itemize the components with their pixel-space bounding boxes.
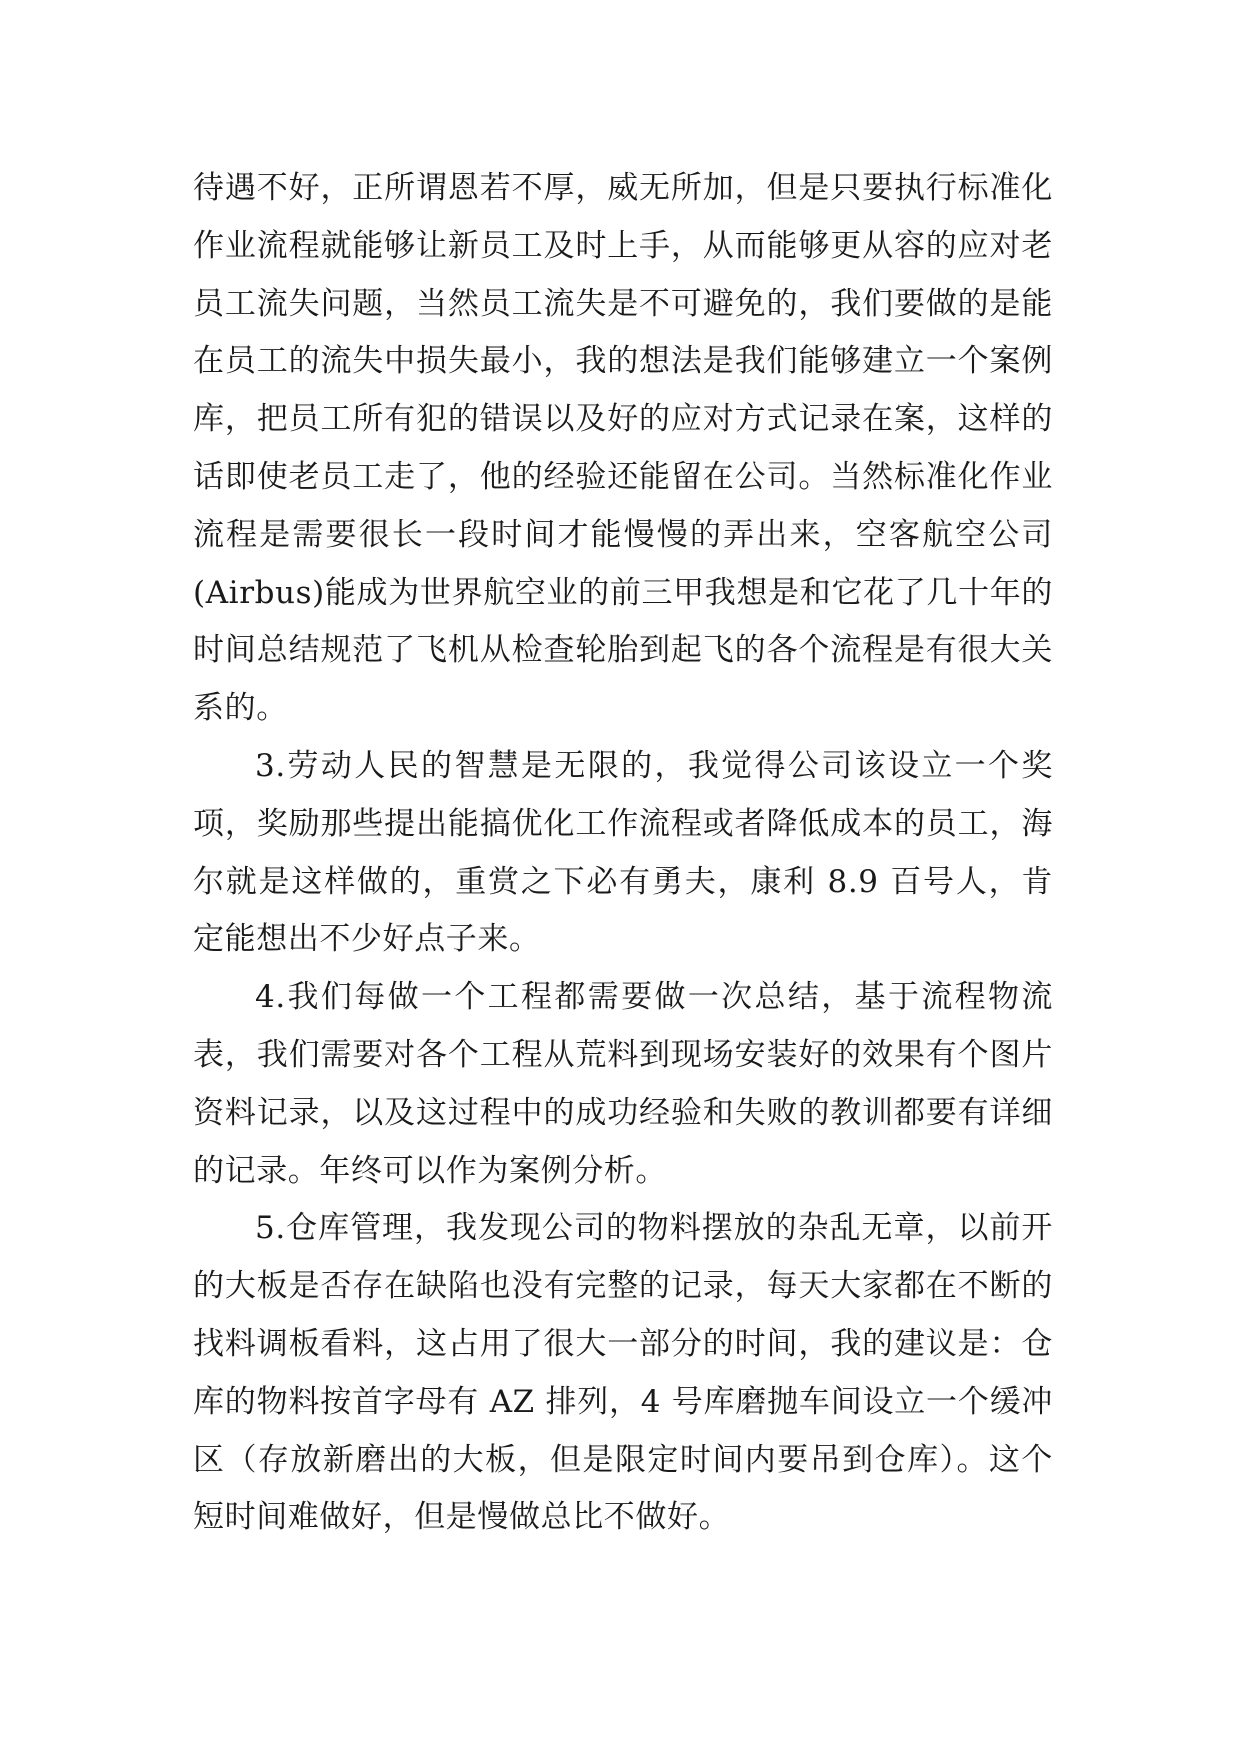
- paragraph-item-3: 3.劳动人民的智慧是无限的，我觉得公司该设立一个奖项，奖励那些提出能搞优化工作流程或者降低成本的员工，海尔就是这样做的，重赏之下必有勇夫，康利 8.9 百号人，肯定能想出不少好点子来。: [193, 747, 1053, 958]
- paragraph-continuation: 待遇不好，正所谓恩若不厚，威无所加，但是只要执行标准化作业流程就能够让新员工及时上手，从而能够更从容的应对老员工流失问题，当然员工流失是不可避免的，我们要做的是能在员工的流失中损失最小，我的想法是我们能够建立一个案例库，把员工所有犯的错误以及好的应对方式记录在案，这样的话即使老员工走了，他的经验还能留在公司。当然标准化作业流程是需要很长一段时间才能慢慢的弄出来，空客航空公司(Airbus)能成为世界航空业的前三甲我想是和它花了几十年的时间总结规范了飞机从检查轮胎到起飞的各个流程是有很大关系的。: [193, 170, 1053, 727]
- paragraph-item-4: 4.我们每做一个工程都需要做一次总结，基于流程物流表，我们需要对各个工程从荒料到现场安装好的效果有个图片资料记录，以及这过程中的成功经验和失败的教训都要有详细的记录。年终可以作为案例分析。: [193, 979, 1053, 1189]
- paragraph-item-5: 5.仓库管理，我发现公司的物料摆放的杂乱无章，以前开的大板是否存在缺陷也没有完整的记录，每天大家都在不断的找料调板看料，这占用了很大一部分的时间，我的建议是：仓库的物料按首字母有 AZ 排列，4 号库磨抛车间设立一个缓冲区（存放新磨出的大板，但是限定时间内要吊到仓库）。这个短时间难做好，但是慢做总比不做好。: [193, 1210, 1053, 1536]
- document-page: [193, 160, 1053, 1547]
